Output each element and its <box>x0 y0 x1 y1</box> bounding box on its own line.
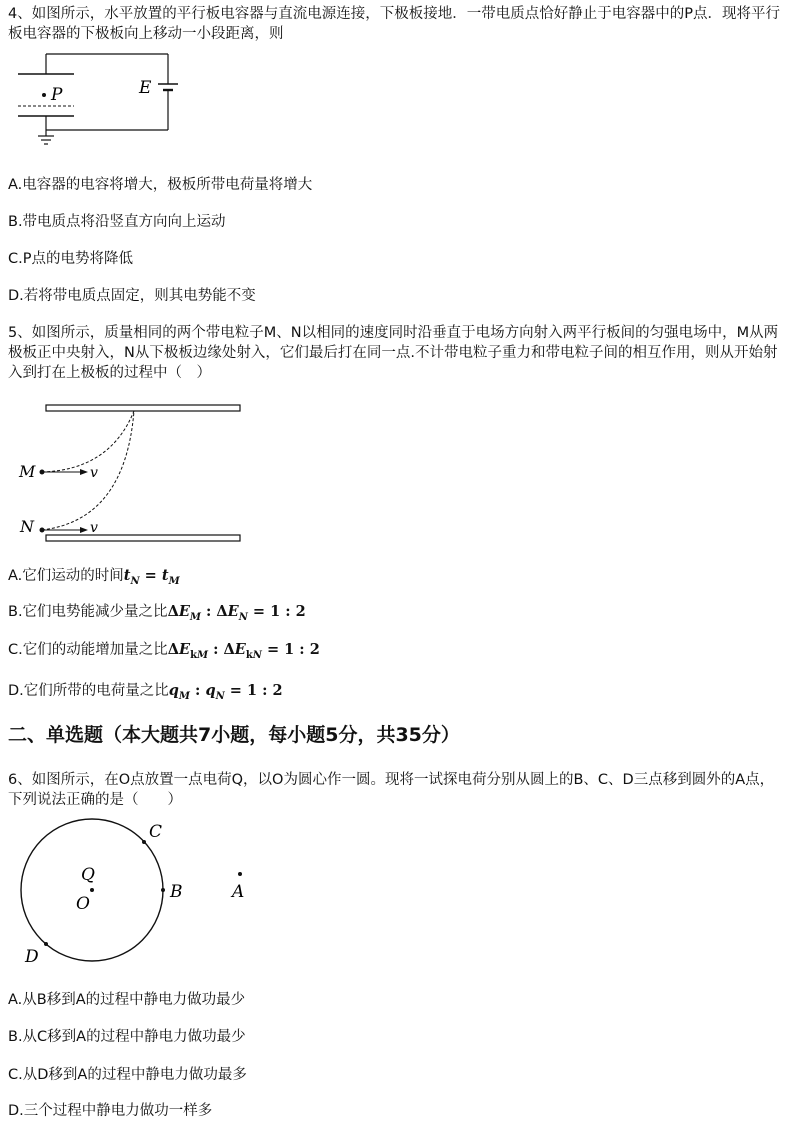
q6-option-a: A.从B移到A的过程中静电力做功最少 <box>8 992 246 1008</box>
q5-option-a-text: A.它们运动的时间 <box>8 568 124 584</box>
section-title: 二、单选题（本大题共7小题，每小题5分，共35分） <box>8 724 460 746</box>
q6-label-a: A <box>232 882 245 902</box>
q5-option-c-text: C.它们的动能增加量之比 <box>8 642 168 658</box>
q6-circle-figure <box>0 818 260 968</box>
q5-stem: 5、如图所示，质量相同的两个带电粒子M、N以相同的速度同时沿垂直于电场方向射入两平行板间的匀强电场中，M从两极板正中央射入，N从下极板边缘处射入，它们最后打在同一点.不计带电粒子重力和带电粒子间的相互作用，则从开始射入到打在上极板的过程中（ ） <box>8 325 779 381</box>
q4-option-d: D.若将带电质点固定，则其电势能不变 <box>8 288 256 304</box>
q4-circuit-figure <box>0 50 200 150</box>
q5-option-d-math: $q_M$ : $q_N = 1$ : 2 <box>168 682 283 702</box>
q6-point-o <box>90 888 94 892</box>
q6-option-d: D.三个过程中静电力做功一样多 <box>8 1103 213 1119</box>
q6-label-c: C <box>149 822 163 842</box>
q5-option-c <box>8 640 320 666</box>
q5-option-a <box>8 566 180 592</box>
q6-point-a <box>238 872 242 876</box>
q5-option-d-text: D.它们所带的电荷量之比 <box>8 683 169 699</box>
q5-option-b-text: B.它们电势能减少量之比 <box>8 604 168 620</box>
q6-point-d <box>44 942 48 946</box>
q5-option-a-math: $t_N = t_M$ <box>123 567 180 587</box>
q5-particle-figure <box>0 395 260 555</box>
q4-option-a: A.电容器的电容将增大，极板所带电荷量将增大 <box>8 177 313 193</box>
q6-option-b: B.从C移到A的过程中静电力做功最少 <box>8 1029 246 1045</box>
q6-label-d: D <box>25 947 39 967</box>
q6-point-c <box>142 840 146 844</box>
q5-option-c-math: $\Delta E_{kM}$ : $\Delta E_{kN} = 1$ : 2 <box>167 641 320 661</box>
q6-option-c: C.从D移到A的过程中静电力做功最多 <box>8 1067 247 1083</box>
q5-label-v-n: v <box>90 520 98 536</box>
q4-point-p <box>42 93 46 97</box>
q5-option-b-math: $\Delta E_M$ : $\Delta E_N = 1$ : 2 <box>167 603 306 623</box>
q6-label-q: Q <box>81 865 95 885</box>
q6-label-b: B <box>170 882 183 902</box>
q6-point-b <box>161 888 165 892</box>
q5-particle-m <box>40 470 45 475</box>
q5-option-d <box>8 681 283 707</box>
q5-particle-n <box>40 528 45 533</box>
q4-label-e: E <box>139 78 152 98</box>
q5-label-v-m: v <box>90 465 98 481</box>
q5-label-m: M <box>19 462 36 481</box>
q6-stem: 6、如图所示，在O点放置一点电荷Q，以O为圆心作一圆。现将一试探电荷分别从圆上的B、C、D三点移到圆外的A点，下列说法正确的是（ ） <box>8 772 775 808</box>
q5-label-n: N <box>20 517 34 536</box>
q4-option-c: C.P点的电势将降低 <box>8 251 133 267</box>
q5-option-b <box>8 602 306 628</box>
q6-label-o: O <box>76 894 90 914</box>
q4-label-p: P <box>51 85 63 105</box>
q4-option-b: B.带电质点将沿竖直方向向上运动 <box>8 214 226 230</box>
q4-stem: 4、如图所示，水平放置的平行板电容器与直流电源连接，下极板接地．一带电质点恰好静止于电容器中的P点．现将平行板电容器的下极板向上移动一小段距离，则 <box>8 6 780 42</box>
